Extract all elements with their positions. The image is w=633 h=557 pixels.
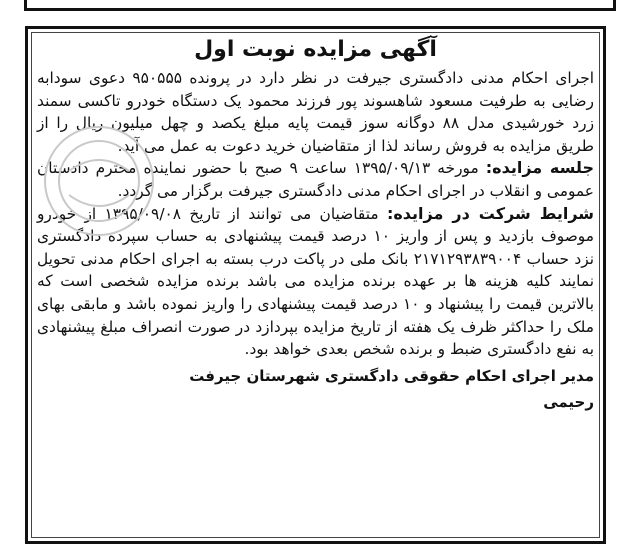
session-label: جلسه مزایده: [485, 158, 594, 178]
session-text: مورخه ۱۳۹۵/۰۹/۱۳ ساعت ۹ صبح با حضور نماینده محترم دادستان عمومی و انقلاب در اجرای احکام مدنی دادگستری جیرفت برگزار می گردد. [37, 159, 594, 200]
auction-notice [25, 26, 606, 544]
conditions-label: شرایط شرکت در مزایده: [386, 203, 595, 223]
session-paragraph [37, 157, 594, 202]
notice-title: آگهی مزایده نوبت اول [194, 37, 437, 62]
conditions-text: متقاضیان می توانند از تاریخ ۱۳۹۵/۰۹/۰۸ از خودرو موصوف بازدید و پس از واریز ۱۰ درصد قیمت پیشنهادی به حساب سپرده دادگستری نزد حساب ۲۱۷۱۲۹۳۸۳۹۰۰۴ بانک ملی در پاکت درب بسته به اجرای احکام مدنی تحویل نمایند کلیه هزینه ها بر عهده برنده مزایده می باشد برنده مزایده شخصی است که بالاترین قیمت را پیشنهاد و ۱۰ درصد قیمت پیشنهادی را واریز نموده باشد و مابقی بهای ملک را حداکثر ظرف یک هفته از تاریخ مزایده بپردازد در صورت انصراف مبلغ پیشنهادی به نفع دادگستری ضبط و برنده شخص بعدی خواهد بود. [37, 204, 594, 359]
signature-name: رحیمی [543, 392, 594, 411]
notice-intro: اجرای احکام مدنی دادگستری جیرفت در نظر دارد در پرونده ۹۵۰۵۵۵ دعوی سودابه رضایی به طرفیت مسعود شاهسوند پور فرزند محمود یک دستگاه خودرو تاکسی سمند زرد خورشیدی مدل ۸۸ دوگانه سوز قیمت پایه مبلغ یکصد و چهل میلیون ریال را از طریق مزایده به فروش رساند لذا از متقاضیان خرید دعوت به عمل می آید. [37, 69, 594, 155]
signature-title: مدیر اجرای احکام حقوقی دادگستری شهرستان جیرفت [189, 366, 594, 385]
previous-notice-frame [24, 0, 616, 11]
conditions-paragraph [37, 203, 594, 361]
